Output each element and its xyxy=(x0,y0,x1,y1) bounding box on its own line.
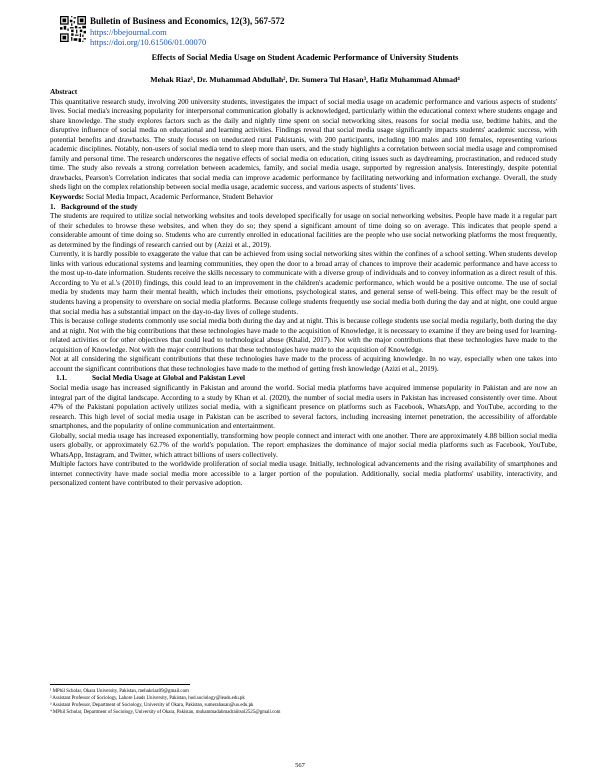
footnote-divider xyxy=(50,684,190,685)
footnote: ¹ MPhil Scholar, Okara University, Pakistan, mehakriaz09@gmail.com xyxy=(50,689,189,694)
footnotes xyxy=(50,684,557,716)
paper-body xyxy=(50,87,557,488)
keywords-label: Keywords: xyxy=(50,192,85,202)
abstract-text: This quantitative research study, involving 200 university students, investigates the impact of social media usage on academic performance and various aspects of students' lives. Social media's increasing popularity for interpersonal communication globally is acknowledged, particularly within the educational context where students engage and share knowledge. The study explores factors such as the daily and nightly time spent on social networking sites, reasons for social media use, bedtime habits, and the disruptive influence of social media on educational and learning activities. Findings reveal that social media usage significantly impacts students' academic success, with potential benefits and drawbacks. The study focuses on uneducated rural Pakistanis, with 200 participants, including 100 males and 100 females, representing various academic disciplines. Notably, non-users of social media tend to sleep more than users, and the study highlights a correlation between social media usage and compromised family and personal time. The research underscores the negative effects of social media on education, citing issues such as daydreaming, procrastination, and reduced study time. The study also reveals a strong correlation between academics, family, and social media usage, supported by regression analysis. Interestingly, despite potential drawbacks, Pearson's Correlation indicates that social media can improve academic performance by facilitating networking and information exchange. Overall, the study sheds light on the complex relationship between social media usage, academic success, and various aspects of students' lives. xyxy=(50,96,557,192)
section-heading-background: 1. Background of the study xyxy=(50,201,138,211)
paragraph: Currently, it is hardly possible to exaggerate the value that can be achieved from using social networking sites within the confines of a school setting. When students develop links with various educational systems and learning communities, they open the door to a broad array of chances to improve their academic performance and have access to the most up-to-date information. Students receive the skills necessary to communicate with a diverse group of individuals and to convey information as a direct result of this. According to Yu et al.'s (2010) findings, this could lead to an improvement in the children's academic performance, which would be a positive outcome. The use of social media by students may harm their mental health, which includes their emotions, psychological states, and general sense of well-being. This effect may be the result of students having a propensity to overshare on social media platforms. Because college students frequently use social media both during the day and at night, one could argue that social media has a substantial impact on the day-to-day lives of college students. xyxy=(50,249,557,316)
author-list: Mehak Riaz¹, Dr. Muhammad Abdullah², Dr. Sumera Tul Hasan³, Hafiz Muhammad Ahmad⁴ xyxy=(150,75,460,84)
subsection-number: 1.1. xyxy=(56,373,67,383)
qr-code-icon xyxy=(60,16,86,42)
abstract-heading: Abstract xyxy=(50,87,78,96)
paragraph: Social media usage has increased significantly in Pakistan and around the world. Social media platforms have acquired immense popularity in Pakistan and are now an integral part of the digital landscape. According to a study by Khan et al. (2020), the number of social media users in Pakistan has increased consistently over time. About 47% of the Pakistani population actively utilizes social media, with a significant presence on platforms such as Facebook, WhatsApp, and YouTube, according to the research. This high level of social media usage in Pakistan can be ascribed to several factors, including increasing internet penetration, the accessibility of affordable smartphones, and the popularity of online communication and entertainment. xyxy=(50,382,557,431)
paragraph: The students are required to utilize social networking websites and tools developed specifically for usage on social networking websites. People have made it a regular part of their schedules to browse these websites, and when they do so; they spend a significant amount of time doing so on average. This indicates that people spend a considerable amount of time doing so. Students who are currently enrolled in educational facilities are the people who use social networking platforms the most frequently, as determined by the findings of research carried out by (Azizi et al., 2019). xyxy=(50,211,557,249)
paragraph: Not at all considering the significant contributions that these technologies have made to the process of acquiring knowledge. In no way, especially when one takes into account the significant contributions that these technologies have made to the method of getting fresh knowledge (Azizi et al., 2019). xyxy=(50,354,557,373)
keywords-text: Social Media Impact, Academic Performance, Student Behavior xyxy=(85,192,274,202)
doi-link[interactable]: https://doi.org/10.61506/01.00070 xyxy=(90,37,207,48)
footnote: ² Assistant Professor of Sociology, Lahore Leads University, Pakistan, hod.sociology@leads.edu.pk xyxy=(50,696,245,701)
footnote: ³ Assistant Professor, Department of Sociology, University of Okara, Pakistan, sumerahasan@uo.edu.pk xyxy=(50,703,254,708)
keywords-line xyxy=(50,192,557,202)
footnote: ⁴ MPhil Scholar, Department of Sociology, University of Okara, Pakistan, muhammadahmadraiitsol2525@gmail.com xyxy=(50,710,281,715)
page-number: 567 xyxy=(295,762,305,769)
journal-website-link[interactable]: https://bbejournal.com xyxy=(90,26,167,37)
subsection-heading-social-media-usage xyxy=(50,373,557,383)
paragraph: This is because college students commonly use social media both during the day and at night. This is because college students use social media regularly, both during the day and at night. Not with the big contributions that these technologies have made to the acquisition of Knowledge, it is necessary to examine if they are being used for learning-related activities or for other objectives that could lead to technological abuse (Khalid, 2017). Not with the major contributions that these technologies have made to the acquisition of Knowledge. Not with the major contributions that these technologies have made to the acquisition of Knowledge. xyxy=(50,316,557,354)
paper-title: Effects of Social Media Usage on Student Academic Performance of University Students xyxy=(151,53,459,62)
paragraph: Globally, social media usage has increased exponentially, transforming how people connect and interact with one another. There are approximately 4.88 billion social media users globally, or approximately 62.7% of the world's population. The report emphasizes the dominance of major social media platforms such as Facebook, YouTube, WhatsApp, Instagram, and Twitter, which attract billions of users collectively. xyxy=(50,430,557,459)
subsection-title: Social Media Usage at Global and Pakistan Level xyxy=(92,373,246,383)
journal-citation: Bulletin of Business and Economics, 12(3), 567-572 xyxy=(90,16,285,26)
paragraph: Multiple factors have contributed to the worldwide proliferation of social media usage. Initially, technological advancements and the rising availability of smartphones and internet connectivity have made social media more accessible to a larger portion of the population. Additionally, social media platforms' usability, interactivity, and personalized content have contributed to their pervasive adoption. xyxy=(50,459,557,488)
